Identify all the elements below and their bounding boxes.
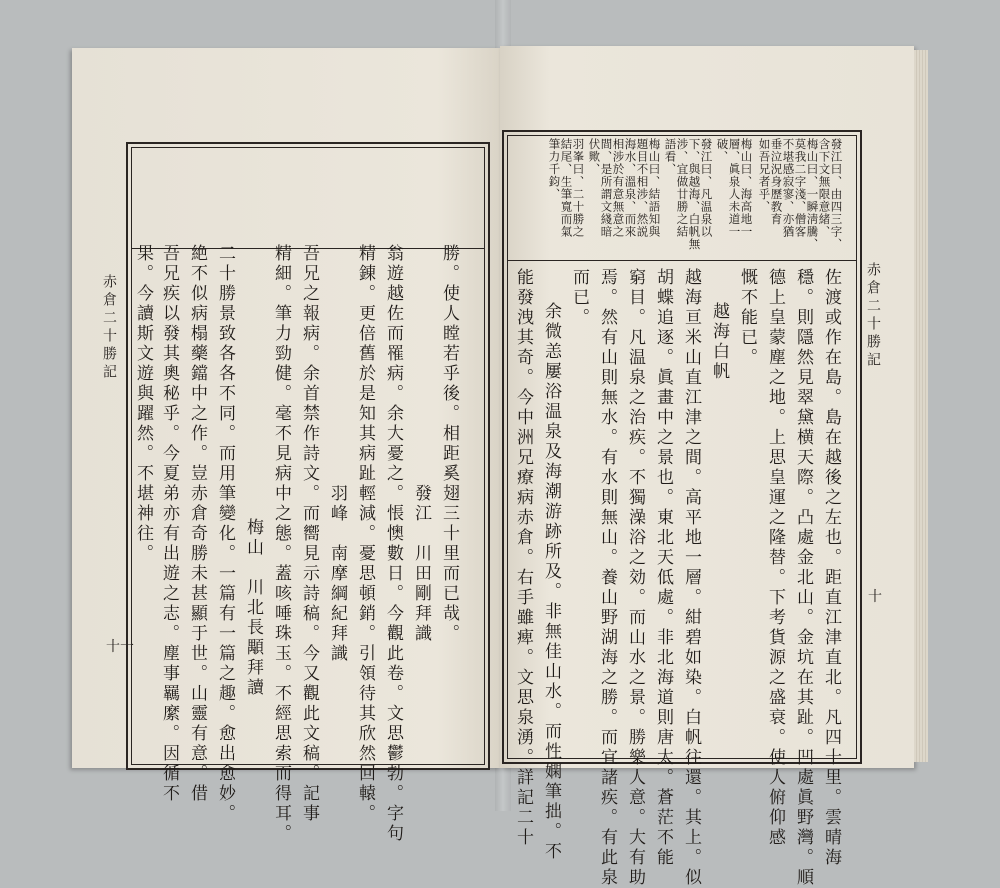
left-body-column-7: 精細。筆力勁健。毫不見病中之態。蓋咳唾珠玉。不經思索而得耳。 <box>271 244 291 844</box>
left-body-column-1: 勝。使人瞠若乎後。相距奚翅三十里而已哉。 <box>439 244 459 644</box>
running-head-left: 赤倉二十勝記 <box>101 274 117 382</box>
right-body-column-10: 而已。 <box>569 268 589 328</box>
header-note: 筆力千鈞、 <box>547 138 562 201</box>
right-body-column-9: 焉。然有山則無水。有水則無山。養山野湖海之勝。而宜諸疾。有此泉 <box>597 268 617 888</box>
right-body-column-1: 佐渡或作在島。島在越後之左也。距直江津直北。凡四十里。雲晴海 <box>821 268 841 868</box>
header-note: 梅山曰、一瞬淸騰、 <box>805 138 820 251</box>
left-signature-sakko: 發江 川田剛拜識 <box>411 484 431 644</box>
right-body-column-7: 胡蝶追逐。眞畫中之景也。東北天低處。非北海道則唐太。蒼茫不能 <box>653 268 673 868</box>
right-page <box>500 46 914 888</box>
header-note: 發江曰、凡温泉以 <box>699 138 714 238</box>
left-body-column-11: 吾兄疾以發其奧秘乎。今夏弟亦有出遊之志。塵事羈縻。因循不 <box>159 244 179 804</box>
right-header-rule <box>508 260 856 261</box>
left-signature-baizan: 梅山 川北長顒拜讀 <box>243 518 263 698</box>
page-number-left: 十一 <box>106 639 134 655</box>
running-head-right: 赤倉二十勝記 <box>865 262 881 370</box>
header-note: 發江曰、由四三字、 <box>829 138 844 251</box>
page-number-right: 十 <box>868 589 882 605</box>
right-body-column-3: 德上皇蒙塵之地。上思皇運之隆替。下考貨源之盛衰。使人俯仰感 <box>765 268 785 848</box>
left-body-column-3: 翁遊越佐而罹病。余大憂之。悵懊數日。今觀此卷。文思鬱勃。字句 <box>383 244 403 844</box>
section-heading-echigo-sail: 越海白帆 <box>709 302 729 382</box>
left-page <box>72 48 502 844</box>
left-body-column-12: 果。今讀斯文遊與躍然。不堪神往。 <box>133 244 153 564</box>
header-note: 如吾兄者乎、 <box>757 138 772 213</box>
right-body-column-12: 能發洩其奇。今中洲兄療病赤倉。右手雖痺。文思泉湧。詳記二十 <box>513 268 533 848</box>
right-body-column-2: 穩。則隱然見翠黛横天際。凸處金北山。金坑在其趾。凹處眞野灣。順 <box>793 268 813 888</box>
right-body-column-11: 余微恙屢浴温泉及海潮游跡所及。非無佳山水。而性嫻筆拙。不 <box>541 302 561 862</box>
header-note: 梅山曰、結語知與 <box>647 138 662 238</box>
header-note: 伏歟、 <box>587 138 602 176</box>
left-body-column-6: 吾兄之報病。余首禁作詩文。而嚮見示詩稿。今又觀此文稿。記事 <box>299 244 319 824</box>
left-body-column-4: 精錬。更倍舊於是知其病趾輕減。憂思頓銷。引領待其欣然回轅。 <box>355 244 375 824</box>
header-note: 間、是所謂文綫暗 <box>599 138 614 238</box>
header-note: 相涉於有意無意之 <box>611 138 626 238</box>
header-note: 結尾、生筆寬而氣 <box>559 138 574 238</box>
header-note: 含下文無限意緒、 <box>817 138 832 238</box>
header-note: 梅山曰、海高地一 <box>739 138 754 238</box>
left-body-column-9: 二十勝景致各各不同。而用筆變化。一篇有一篇之趣。愈出愈妙。 <box>215 244 235 824</box>
header-note: 羽峯曰、二十勝之 <box>571 138 586 238</box>
header-note: 涉、宜做廿勝之結 <box>675 138 690 238</box>
header-note: 層、眞泉人未道一 <box>727 138 742 238</box>
right-body-column-6: 越海亘米山直江津之間。高平地一層。紺碧如染。白帆往還。其上。似 <box>681 268 701 888</box>
book-page-edges <box>914 50 928 762</box>
header-note: 破、 <box>715 138 730 163</box>
left-body-column-10: 絶不似病榻藥鐺中之作。豈赤倉奇勝未甚顯于世。山靈有意。借 <box>187 244 207 804</box>
header-note: 垂泣況身歷教育 <box>769 138 784 226</box>
header-note: 莫我二字淺、僧客 <box>793 138 808 238</box>
header-note: 下、與越海、白帆無 <box>687 138 702 251</box>
right-body-column-8: 窮目。凡温泉之治疾。不獨澡浴之効。而山水之景。勝樂人意。大有助 <box>625 268 645 888</box>
header-note: 語看、 <box>663 138 678 176</box>
header-note: 海水、溫泉、而來 <box>623 138 638 238</box>
header-note: 題目不相涉、然説 <box>635 138 650 238</box>
left-signature-uho: 羽峰 南摩綱紀拜識 <box>327 484 347 664</box>
header-note: 不堪感寂寥、亦猶 <box>781 138 796 238</box>
right-body-column-4: 慨不能已。 <box>737 268 757 368</box>
